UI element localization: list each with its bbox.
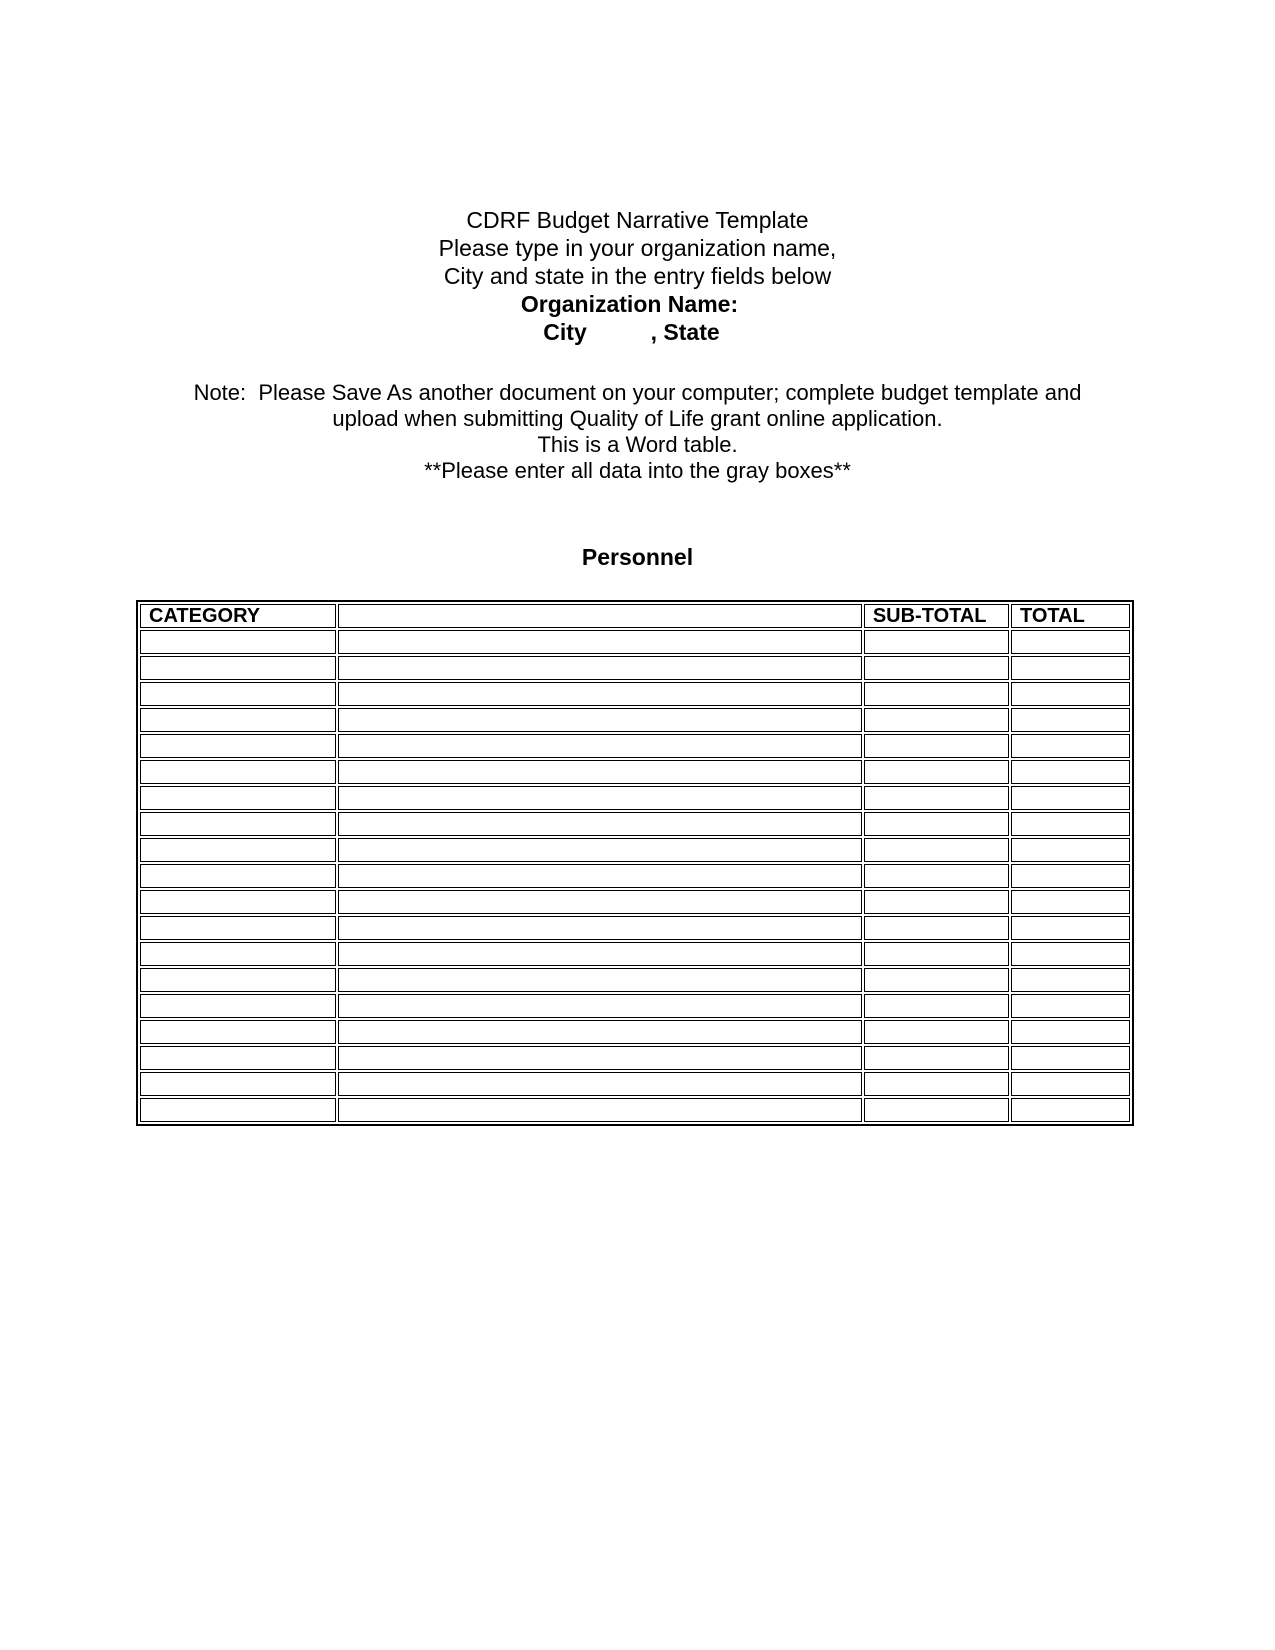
category-cell[interactable] (140, 916, 336, 940)
table-body (140, 630, 1130, 1122)
category-cell[interactable] (140, 864, 336, 888)
table-row (140, 890, 1130, 914)
total-cell[interactable] (1011, 968, 1130, 992)
city-label: City (543, 319, 587, 345)
instruction-line-2: City and state in the entry fields below (443, 263, 832, 289)
note-line-2: upload when submitting Quality of Life grant online application. (332, 406, 943, 431)
description-cell[interactable] (338, 630, 862, 654)
category-cell[interactable] (140, 656, 336, 680)
category-cell[interactable] (140, 838, 336, 862)
table-row (140, 916, 1130, 940)
table-row (140, 760, 1130, 784)
table-row (140, 786, 1130, 810)
description-cell[interactable] (338, 916, 862, 940)
table-row (140, 1072, 1130, 1096)
subtotal-cell[interactable] (864, 994, 1009, 1018)
total-cell[interactable] (1011, 656, 1130, 680)
document-header (0, 206, 1275, 346)
table-row (140, 734, 1130, 758)
note-line-3: This is a Word table. (537, 432, 738, 457)
table-row (140, 812, 1130, 836)
total-cell[interactable] (1011, 734, 1130, 758)
description-cell[interactable] (338, 968, 862, 992)
subtotal-cell[interactable] (864, 942, 1009, 966)
description-cell[interactable] (338, 656, 862, 680)
subtotal-cell[interactable] (864, 812, 1009, 836)
description-cell[interactable] (338, 994, 862, 1018)
column-header-category: CATEGORY (140, 604, 336, 628)
total-cell[interactable] (1011, 1046, 1130, 1070)
subtotal-cell[interactable] (864, 1098, 1009, 1122)
description-cell[interactable] (338, 890, 862, 914)
description-cell[interactable] (338, 708, 862, 732)
subtotal-cell[interactable] (864, 630, 1009, 654)
subtotal-cell[interactable] (864, 760, 1009, 784)
subtotal-cell[interactable] (864, 916, 1009, 940)
subtotal-cell[interactable] (864, 734, 1009, 758)
table-row (140, 994, 1130, 1018)
subtotal-cell[interactable] (864, 864, 1009, 888)
total-cell[interactable] (1011, 786, 1130, 810)
description-cell[interactable] (338, 1020, 862, 1044)
subtotal-cell[interactable] (864, 890, 1009, 914)
category-cell[interactable] (140, 1046, 336, 1070)
category-cell[interactable] (140, 708, 336, 732)
table-row (140, 838, 1130, 862)
subtotal-cell[interactable] (864, 708, 1009, 732)
column-header-description (338, 604, 862, 628)
total-cell[interactable] (1011, 838, 1130, 862)
table-row (140, 682, 1130, 706)
table-row (140, 708, 1130, 732)
category-cell[interactable] (140, 968, 336, 992)
subtotal-cell[interactable] (864, 838, 1009, 862)
city-state-line (0, 318, 1269, 346)
column-header-total: TOTAL (1011, 604, 1130, 628)
subtotal-cell[interactable] (864, 968, 1009, 992)
total-cell[interactable] (1011, 942, 1130, 966)
description-cell[interactable] (338, 1098, 862, 1122)
document-title: CDRF Budget Narrative Template (466, 207, 809, 233)
total-cell[interactable] (1011, 864, 1130, 888)
subtotal-cell[interactable] (864, 1020, 1009, 1044)
table-row (140, 656, 1130, 680)
subtotal-cell[interactable] (864, 682, 1009, 706)
section-title-personnel: Personnel (581, 544, 694, 570)
subtotal-cell[interactable] (864, 786, 1009, 810)
personnel-budget-table (136, 600, 1134, 1126)
table-row (140, 1020, 1130, 1044)
total-cell[interactable] (1011, 1072, 1130, 1096)
subtotal-cell[interactable] (864, 656, 1009, 680)
description-cell[interactable] (338, 812, 862, 836)
description-cell[interactable] (338, 786, 862, 810)
category-cell[interactable] (140, 1072, 336, 1096)
total-cell[interactable] (1011, 994, 1130, 1018)
category-cell[interactable] (140, 786, 336, 810)
description-cell[interactable] (338, 760, 862, 784)
category-cell[interactable] (140, 890, 336, 914)
category-cell[interactable] (140, 760, 336, 784)
total-cell[interactable] (1011, 760, 1130, 784)
total-cell[interactable] (1011, 890, 1130, 914)
table-row (140, 864, 1130, 888)
description-cell[interactable] (338, 1046, 862, 1070)
subtotal-cell[interactable] (864, 1046, 1009, 1070)
category-cell[interactable] (140, 682, 336, 706)
total-cell[interactable] (1011, 682, 1130, 706)
total-cell[interactable] (1011, 1020, 1130, 1044)
city-entry-field[interactable] (587, 319, 651, 345)
subtotal-cell[interactable] (864, 1072, 1009, 1096)
category-cell[interactable] (140, 994, 336, 1018)
table-row (140, 968, 1130, 992)
state-label: , State (650, 319, 720, 345)
total-cell[interactable] (1011, 708, 1130, 732)
note-line-4: **Please enter all data into the gray boxes** (424, 458, 851, 483)
note-line-1: Note: Please Save As another document on your computer; complete budget template and (193, 380, 1082, 405)
instruction-line-1: Please type in your organization name, (438, 235, 837, 261)
description-cell[interactable] (338, 1072, 862, 1096)
category-cell[interactable] (140, 1098, 336, 1122)
description-cell[interactable] (338, 864, 862, 888)
table-header-row (140, 604, 1130, 628)
column-header-subtotal: SUB-TOTAL (864, 604, 1009, 628)
category-cell[interactable] (140, 942, 336, 966)
total-cell[interactable] (1011, 1098, 1130, 1122)
note-block (0, 380, 1275, 484)
total-cell[interactable] (1011, 812, 1130, 836)
description-cell[interactable] (338, 838, 862, 862)
description-cell[interactable] (338, 942, 862, 966)
table-row (140, 1098, 1130, 1122)
category-cell[interactable] (140, 734, 336, 758)
total-cell[interactable] (1011, 630, 1130, 654)
table-row (140, 1046, 1130, 1070)
table-row (140, 942, 1130, 966)
category-cell[interactable] (140, 812, 336, 836)
description-cell[interactable] (338, 734, 862, 758)
total-cell[interactable] (1011, 916, 1130, 940)
category-cell[interactable] (140, 630, 336, 654)
description-cell[interactable] (338, 682, 862, 706)
category-cell[interactable] (140, 1020, 336, 1044)
table-row (140, 630, 1130, 654)
organization-name-label: Organization Name: (520, 291, 739, 317)
